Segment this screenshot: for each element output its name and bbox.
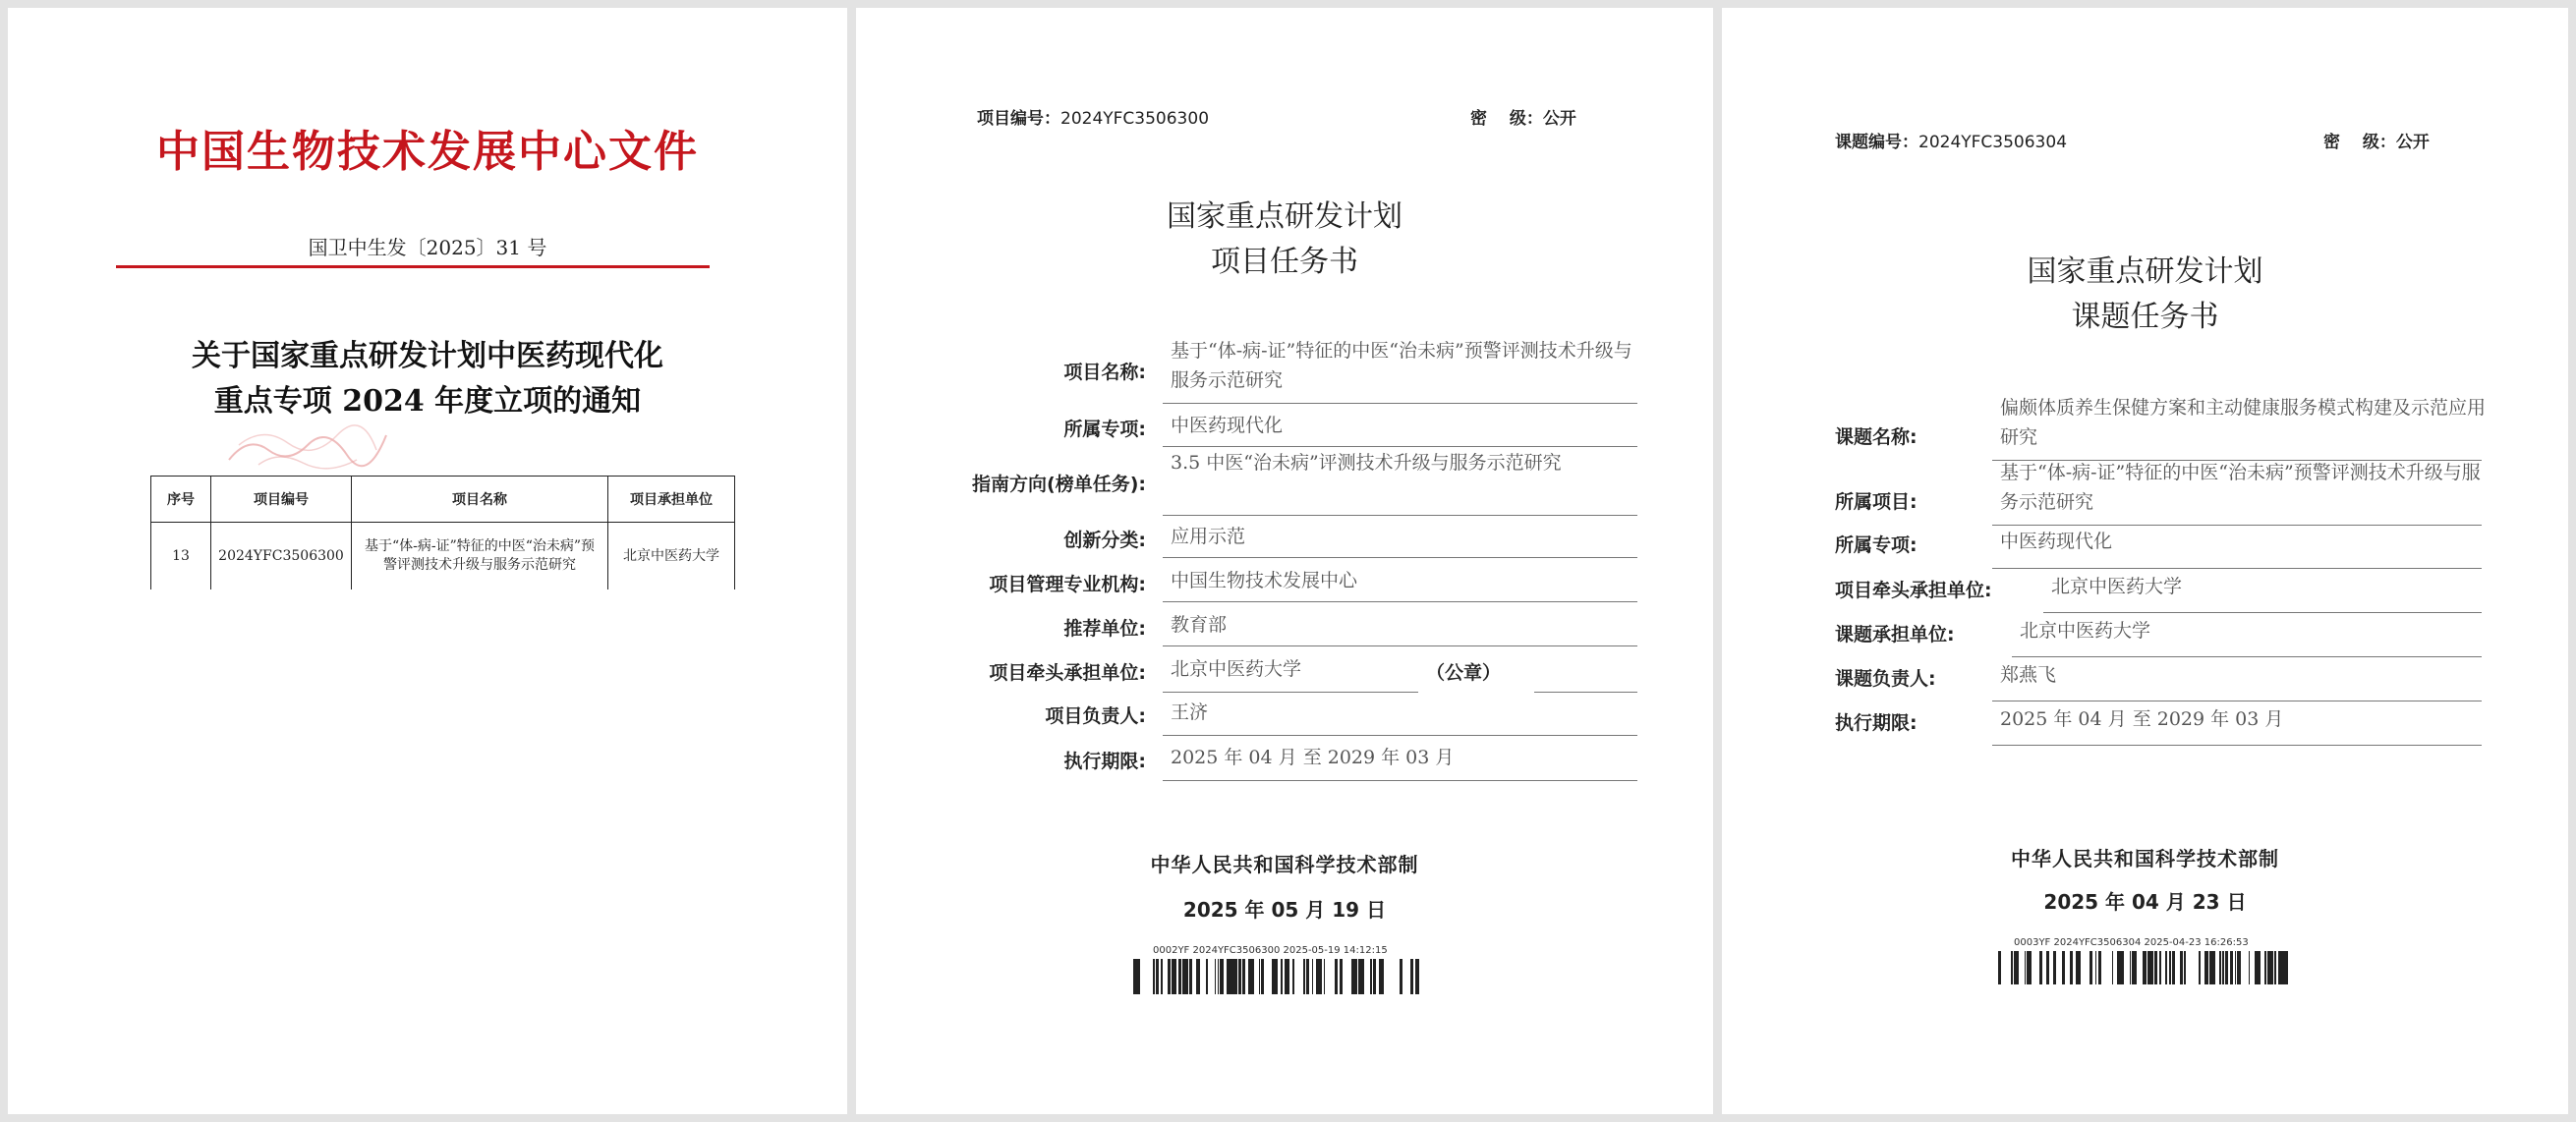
secrecy-value: 公开 (1542, 109, 1576, 129)
field-underline (1163, 692, 1418, 693)
field-label: 所属专项: (1835, 534, 1918, 556)
subject-code-value: 2024YFC3506304 (1918, 133, 2068, 152)
field-label: 课题名称: (1835, 426, 1918, 448)
project-table (150, 476, 735, 589)
barcode-icon (1131, 959, 1422, 994)
issuing-ministry: 中华人民共和国科学技术部制 (1150, 853, 1419, 876)
secrecy-value: 公开 (2395, 133, 2430, 152)
cell-unit: 北京中医药大学 (608, 523, 735, 590)
issue-date: 2025 年 04 月 23 日 (2043, 890, 2247, 914)
field-underline (1163, 446, 1637, 447)
table-row (151, 523, 735, 590)
col-header-name: 项目名称 (352, 477, 608, 523)
subject-code (1835, 128, 2067, 152)
field-label: 项目牵头承担单位: (989, 662, 1146, 684)
field-underline (2012, 656, 2482, 657)
field-value-leader: 王济 (1171, 701, 1209, 723)
field-label: 所属项目: (1835, 491, 1918, 513)
field-label: 课题负责人: (1835, 668, 1936, 690)
secrecy-level (2323, 128, 2430, 152)
task-title-line1: 国家重点研发计划 (1167, 199, 1402, 234)
task-title-line2: 项目任务书 (1211, 245, 1358, 279)
field-value-leader: 郑燕飞 (2000, 664, 2057, 686)
cell-name: 基于“体-病-证”特征的中医“治未病”预警评测技术升级与服务示范研究 (352, 523, 608, 590)
barcode-caption: 0003YF 2024YFC3506304 2025-04-23 16:26:53 (2014, 937, 2249, 948)
field-label: 项目名称: (1063, 362, 1146, 383)
project-code-value: 2024YFC3506300 (1060, 109, 1210, 129)
field-label: 执行期限: (1063, 751, 1146, 772)
field-underline (1992, 568, 2482, 569)
barcode-caption: 0002YF 2024YFC3506300 2025-05-19 14:12:15 (1153, 945, 1388, 956)
seal-mark: （公章） (1426, 662, 1502, 684)
document-number: 国卫中生发〔2025〕31 号 (308, 236, 547, 259)
field-underline (1163, 557, 1637, 558)
project-task-page (856, 8, 1713, 1114)
secrecy-level (1470, 104, 1576, 129)
notice-page (8, 8, 847, 1114)
issuing-ministry: 中华人民共和国科学技术部制 (2011, 847, 2279, 870)
col-header-index: 序号 (151, 477, 211, 523)
field-value-special: 中医药现代化 (2000, 531, 2113, 552)
task-title (856, 195, 1713, 285)
field-label: 所属专项: (1063, 419, 1146, 440)
field-label: 项目负责人: (1045, 705, 1146, 727)
field-value-guide: 3.5 中医“治未病”评测技术升级与服务示范研究 (1171, 452, 1562, 474)
field-underline (1534, 692, 1637, 693)
col-header-code: 项目编号 (211, 477, 352, 523)
project-code-label: 项目编号： (977, 109, 1060, 129)
field-label: 执行期限: (1835, 712, 1918, 734)
secrecy-label: 密 级： (2323, 133, 2396, 152)
cell-code: 2024YFC3506300 (211, 523, 352, 590)
field-value-recommender: 教育部 (1171, 614, 1228, 636)
field-underline (2043, 612, 2482, 613)
field-value-lead-unit: 北京中医药大学 (1171, 658, 1302, 680)
field-value-task-unit: 北京中医药大学 (2020, 620, 2151, 642)
notice-title (8, 334, 847, 424)
seal-stamp-icon (219, 406, 396, 473)
subject-task-page (1722, 8, 2568, 1114)
field-underline (1163, 403, 1637, 404)
task-title-line2: 课题任务书 (2071, 300, 2219, 334)
field-underline (1992, 745, 2482, 746)
red-divider (116, 265, 710, 268)
field-underline (1163, 515, 1637, 516)
field-underline (1163, 645, 1637, 646)
task-title-line1: 国家重点研发计划 (2027, 254, 2263, 289)
barcode-icon (1994, 951, 2289, 984)
task-title (1722, 250, 2568, 340)
field-label: 创新分类: (1063, 530, 1146, 551)
field-label: 指南方向(榜单任务): (972, 474, 1146, 495)
field-underline (1163, 780, 1637, 781)
subject-code-label: 课题编号： (1835, 133, 1918, 152)
field-value-project-name: 基于“体-病-证”特征的中医“治未病”预警评测技术升级与服务示范研究 (1171, 340, 1632, 391)
field-value-lead-unit: 北京中医药大学 (2051, 576, 2183, 597)
field-value-parent-project: 基于“体-病-证”特征的中医“治未病”预警评测技术升级与服务示范研究 (2000, 462, 2481, 513)
field-value-agency: 中国生物技术发展中心 (1171, 570, 1358, 591)
project-code (977, 104, 1209, 129)
cell-index: 13 (151, 523, 211, 590)
field-underline (1992, 525, 2482, 526)
issue-date: 2025 年 05 月 19 日 (1182, 898, 1387, 922)
field-underline (1163, 735, 1637, 736)
notice-title-line2: 重点专项 2024 年度立项的通知 (213, 384, 642, 419)
field-label: 项目牵头承担单位: (1835, 580, 1992, 601)
field-value-period: 2025 年 04 月 至 2029 年 03 月 (1171, 747, 1455, 768)
issuer-header: 中国生物技术发展中心文件 (156, 127, 699, 177)
field-value-special: 中医药现代化 (1171, 415, 1284, 436)
field-value-subject-name: 偏颇体质养生保健方案和主动健康服务模式构建及示范应用研究 (2000, 397, 2487, 448)
notice-title-line1: 关于国家重点研发计划中医药现代化 (192, 339, 663, 373)
field-label: 课题承担单位: (1835, 624, 1955, 645)
field-underline (1163, 601, 1637, 602)
field-label: 项目管理专业机构: (989, 574, 1146, 595)
table-header-row (151, 477, 735, 523)
col-header-unit: 项目承担单位 (608, 477, 735, 523)
secrecy-label: 密 级： (1470, 109, 1543, 129)
field-label: 推荐单位: (1063, 618, 1146, 640)
field-value-period: 2025 年 04 月 至 2029 年 03 月 (2000, 708, 2284, 730)
field-value-innovation: 应用示范 (1171, 526, 1246, 547)
